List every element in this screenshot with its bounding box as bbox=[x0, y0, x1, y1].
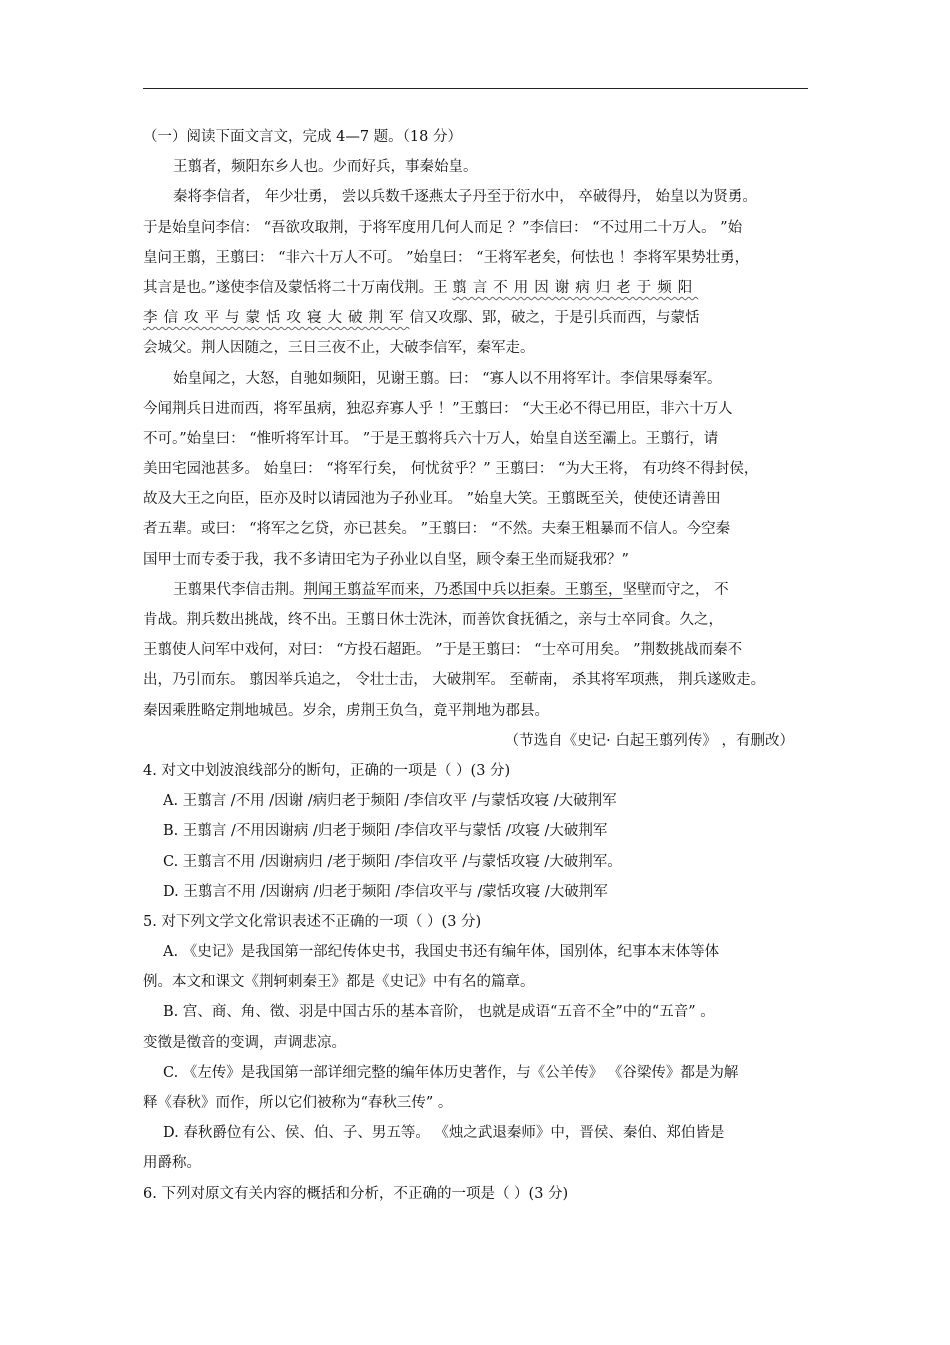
question-5-option-c-cont: 释《春秋》而作，所以它们被称为“春秋三传” 。 bbox=[143, 1095, 453, 1111]
passage-source: （节选自《史记· 白起王翦列传》 ，有删改） bbox=[504, 732, 794, 749]
passage-line: 不可。”始皇曰： “惟听将军计耳。 ”于是王翦将兵六十万人，始皇自送至灞上。王翦行，请 bbox=[143, 430, 719, 447]
passage-line: 者五辈。或曰： “将军之乞贷，亦已甚矣。 ”王翦曰： “不然。夫秦王粗暴而不信人。今空秦 bbox=[143, 521, 731, 538]
passage-line: 王翦使人问军中戏何，对曰： “方投石超距。 ”于是王翦曰： “士卒可用矣。 ”荆数挑战而秦不 bbox=[143, 642, 743, 659]
passage-line: 始皇闻之，大怒，自驰如频阳，见谢王翦。曰： “寡人以不用将军计。李信果辱秦军。 bbox=[173, 370, 722, 387]
question-4-option-a: A. 王翦言 /不用 /因谢 /病归老于频阳 /李信攻平 /与蒙恬攻寝 /大破荆军 bbox=[163, 793, 617, 810]
question-5-option-b-cont: 变徵是徵音的变调，声调悲凉。 bbox=[143, 1034, 346, 1051]
passage-line: 出，乃引而东。 翦因举兵追之， 令壮士击， 大破荆军。 至蕲南， 杀其将军项燕， 荆兵遂败走。 bbox=[143, 672, 766, 689]
question-4-option-b: B. 王翦言 /不用因谢病 /归老于频阳 /李信攻平与蒙恬 /攻寝 /大破荆军 bbox=[163, 823, 608, 840]
question-5-option-d-cont: 用爵称。 bbox=[143, 1155, 201, 1172]
passage-text: 坚壁而守之， 不 bbox=[622, 581, 729, 598]
passage-line: 于是始皇问李信： “吾欲攻取荆，于将军度用几何人而足 ？”李信曰： “不过用二十万人。 ”始 bbox=[143, 219, 743, 236]
passage-line: 国甲士而专委于我，我不多请田宅为子孙业以自坚，顾令秦王坐而疑我邪？” bbox=[143, 551, 629, 568]
passage-line bbox=[143, 575, 810, 605]
passage-line: 秦将李信者， 年少壮勇， 尝以兵数千逐燕太子丹至于衍水中， 卒破得丹， 始皇以为贤勇。 bbox=[173, 189, 757, 206]
passage-line: 美田宅园池甚多。 始皇曰： “将军行矣， 何忧贫乎？” 王翦曰： “为大王将， 有功终不得封侯， bbox=[143, 461, 759, 478]
passage-text: 信又攻鄢、郢，破之，于是引兵而西，与蒙恬 bbox=[409, 310, 700, 327]
passage-line: 今闻荆兵日进而西，将军虽病，独忍弃寡人乎 ！”王翦曰： “大王必不得已用臣，非六十万人 bbox=[143, 400, 733, 417]
question-5-option-b: B. 宫、商、角、徵、羽是中国古乐的基本音阶， 也就是成语“五音不全”中的“五音” 。 bbox=[163, 1004, 715, 1021]
header-rule bbox=[143, 88, 808, 89]
wavy-underlined-text: 翦言不用因谢病归老于频阳 bbox=[452, 279, 699, 296]
wavy-underlined-text: 李信攻平与蒙恬攻寝大破荆军 bbox=[143, 310, 410, 327]
passage-line bbox=[143, 273, 810, 303]
underlined-text: 荆闻王翦益军而来，乃悉国中兵以拒秦。王翦至， bbox=[303, 581, 623, 598]
passage-line: 会城父。荆人因随之，三日三夜不止，大破李信军，秦军走。 bbox=[143, 340, 535, 357]
question-4-stem: 4. 对文中划波浪线部分的断句，正确的一项是（ ）(3 分) bbox=[143, 762, 511, 779]
passage-text: 王翦果代李信击荆。 bbox=[173, 581, 304, 598]
passage-line: 肯战。荆兵数出挑战，终不出。王翦日休士洗沐，而善饮食抚循之，亲与士卒同食。久之， bbox=[143, 612, 723, 628]
passage-text: 其言是也。”遂使李信及蒙恬将二十万南伐荆。王 bbox=[143, 279, 453, 296]
passage-line: 王翦者，频阳东乡人也。少而好兵，事秦始皇。 bbox=[173, 159, 478, 176]
question-5-option-a-cont: 例。本文和课文《荆轲刺秦王》都是《史记》中有名的篇章。 bbox=[143, 974, 535, 991]
section-header: （一）阅读下面文言文，完成 4—7 题。（18 分） bbox=[143, 129, 462, 145]
passage-line: 皇问王翦，王翦曰： “非六十万人不可。 ”始皇曰： “王将军老矣，何怯也 ！李将军果势壮勇， bbox=[143, 249, 750, 266]
passage-line: 秦因乘胜略定荆地城邑。岁余，虏荆王负刍，竟平荆地为郡县。 bbox=[143, 702, 549, 719]
passage-line bbox=[143, 303, 810, 333]
question-4-option-c: C. 王翦言不用 /因谢病归 /老于频阳 /李信攻平 /与蒙恬攻寝 /大破荆军。 bbox=[163, 853, 622, 870]
document-body bbox=[143, 122, 810, 1209]
question-5-option-c: C. 《左传》是我国第一部详细完整的编年体历史著作，与《公羊传》 《谷梁传》都是为解 bbox=[163, 1064, 739, 1081]
question-5-option-d: D. 春秋爵位有公、侯、伯、子、男五等。 《烛之武退秦师》中，晋侯、秦伯、郑伯皆是 bbox=[163, 1125, 725, 1142]
question-4-option-d: D. 王翦言不用 /因谢病 /归老于频阳 /李信攻平与 /蒙恬攻寝 /大破荆军 bbox=[163, 883, 608, 900]
question-6-stem: 6. 下列对原文有关内容的概括和分析，不正确的一项是（ ）(3 分) bbox=[143, 1185, 569, 1202]
passage-line: 故及大王之向臣，臣亦及时以请园池为子孙业耳。 ”始皇大笑。王翦既至关，使使还请善田 bbox=[143, 491, 721, 508]
question-5-option-a: A. 《史记》是我国第一部纪传体史书，我国史书还有编年体，国别体，纪事本末体等体 bbox=[163, 944, 720, 961]
question-5-stem: 5. 对下列文学文化常识表述不正确的一项（ ）(3 分) bbox=[143, 913, 482, 930]
